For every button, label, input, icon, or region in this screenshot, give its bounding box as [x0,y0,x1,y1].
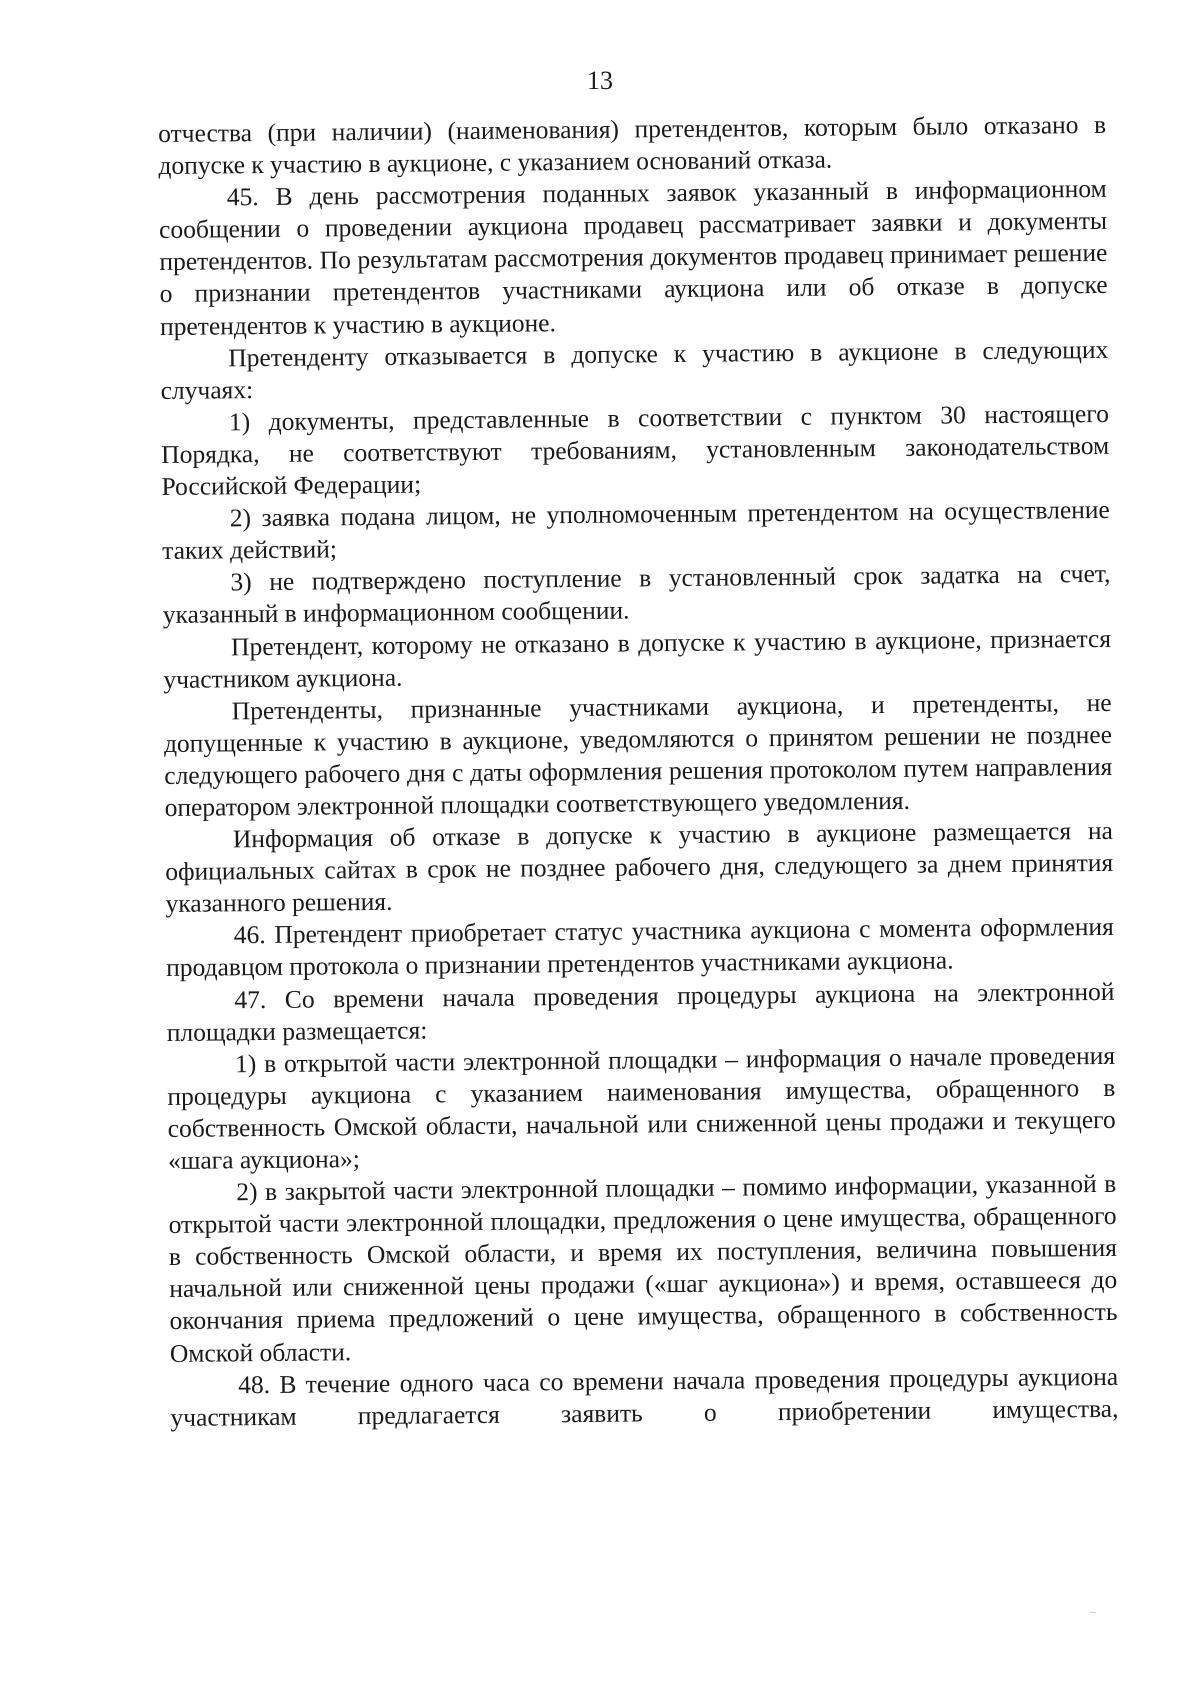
list-item-1-documents: 1) документы, представленные в соответствии с пунктом 30 настоящего Порядка, не соответствуют требованиям, установленным законодательством Российской Федерации; [161,398,1110,502]
paragraph-refusal-cases: Претенденту отказывается в допуске к участию в аукционе в следующих случаях: [160,334,1109,405]
list-item-2-application: 2) заявка подана лицом, не уполномоченным претендентом на осуществление таких действий; [162,495,1110,566]
paragraph-notification: Претенденты, признанные участниками аукциона, и претенденты, не допущенные к участию в аукционе, уведомляются о принятом решении не позднее следующего рабочего дня с даты оформления решения протоколом путем направления оператором электронной площадки соответствующего уведомления. [163,687,1113,822]
list-item-3-deposit: 3) не подтверждено поступление в установленный срок задатка на счет, указанный в информационном сообщении. [162,559,1111,630]
list-item-47-2-closed-part: 2) в закрытой части электронной площадки – помимо информации, указанной в открытой части электронной площадки, предложения о цене имущества, обращенного в собственность Омской области, и время их поступления, величина повышения начальной или сниженной цены продажи («шаг аукциона») и время, оставшееся до окончания приема предложений о цене имущества, обращенного в собственность Омской области. [168,1168,1118,1368]
paragraph-item-47: 47. Со времени начала проведения процедуры аукциона на электронной площадки размещается: [166,976,1115,1047]
list-item-47-1-open-part: 1) в открытой части электронной площадки – информация о начале проведения процедуры аукциона с указанием наименования имущества, обращенного в собственность Омской области, начальной или сниженной цены продажи и текущего «шага аукциона»; [167,1040,1116,1175]
paragraph-item-48: 48. В течение одного часа со времени начала проведения процедуры аукциона участникам предлагается заявить о приобретении имущества, [170,1361,1119,1432]
paragraph-admitted: Претендент, которому не отказано в допуске к участию в аукционе, признается участником аукциона. [163,623,1112,694]
paragraph-publication: Информация об отказе в допуске к участию в аукционе размещается на официальных сайтах в срок не позднее рабочего дня, следующего за днем принятия указанного решения. [165,815,1114,919]
page-number: 13 [587,66,613,95]
paragraph-continuation: отчества (при наличии) (наименования) претендентов, которым было отказано в допуске к участию в аукционе, с указанием оснований отказа. [158,109,1107,181]
paragraph-item-45: 45. В день рассмотрения поданных заявок указанный в информационном сообщении о проведении аукциона продавец рассматривает заявки и документы претендентов. По результатам рассмотрения документов продавец принимает решение о признании претендентов участниками аукциона или об отказе в допуске претендентов к участию в аукционе. [158,174,1108,341]
scan-artifact [1090,1612,1096,1613]
document-body [158,109,1119,1434]
paragraph-item-46: 46. Претендент приобретает статус участника аукциона с момента оформления продавцом протокола о признании претендентов участниками аукциона. [166,912,1114,983]
